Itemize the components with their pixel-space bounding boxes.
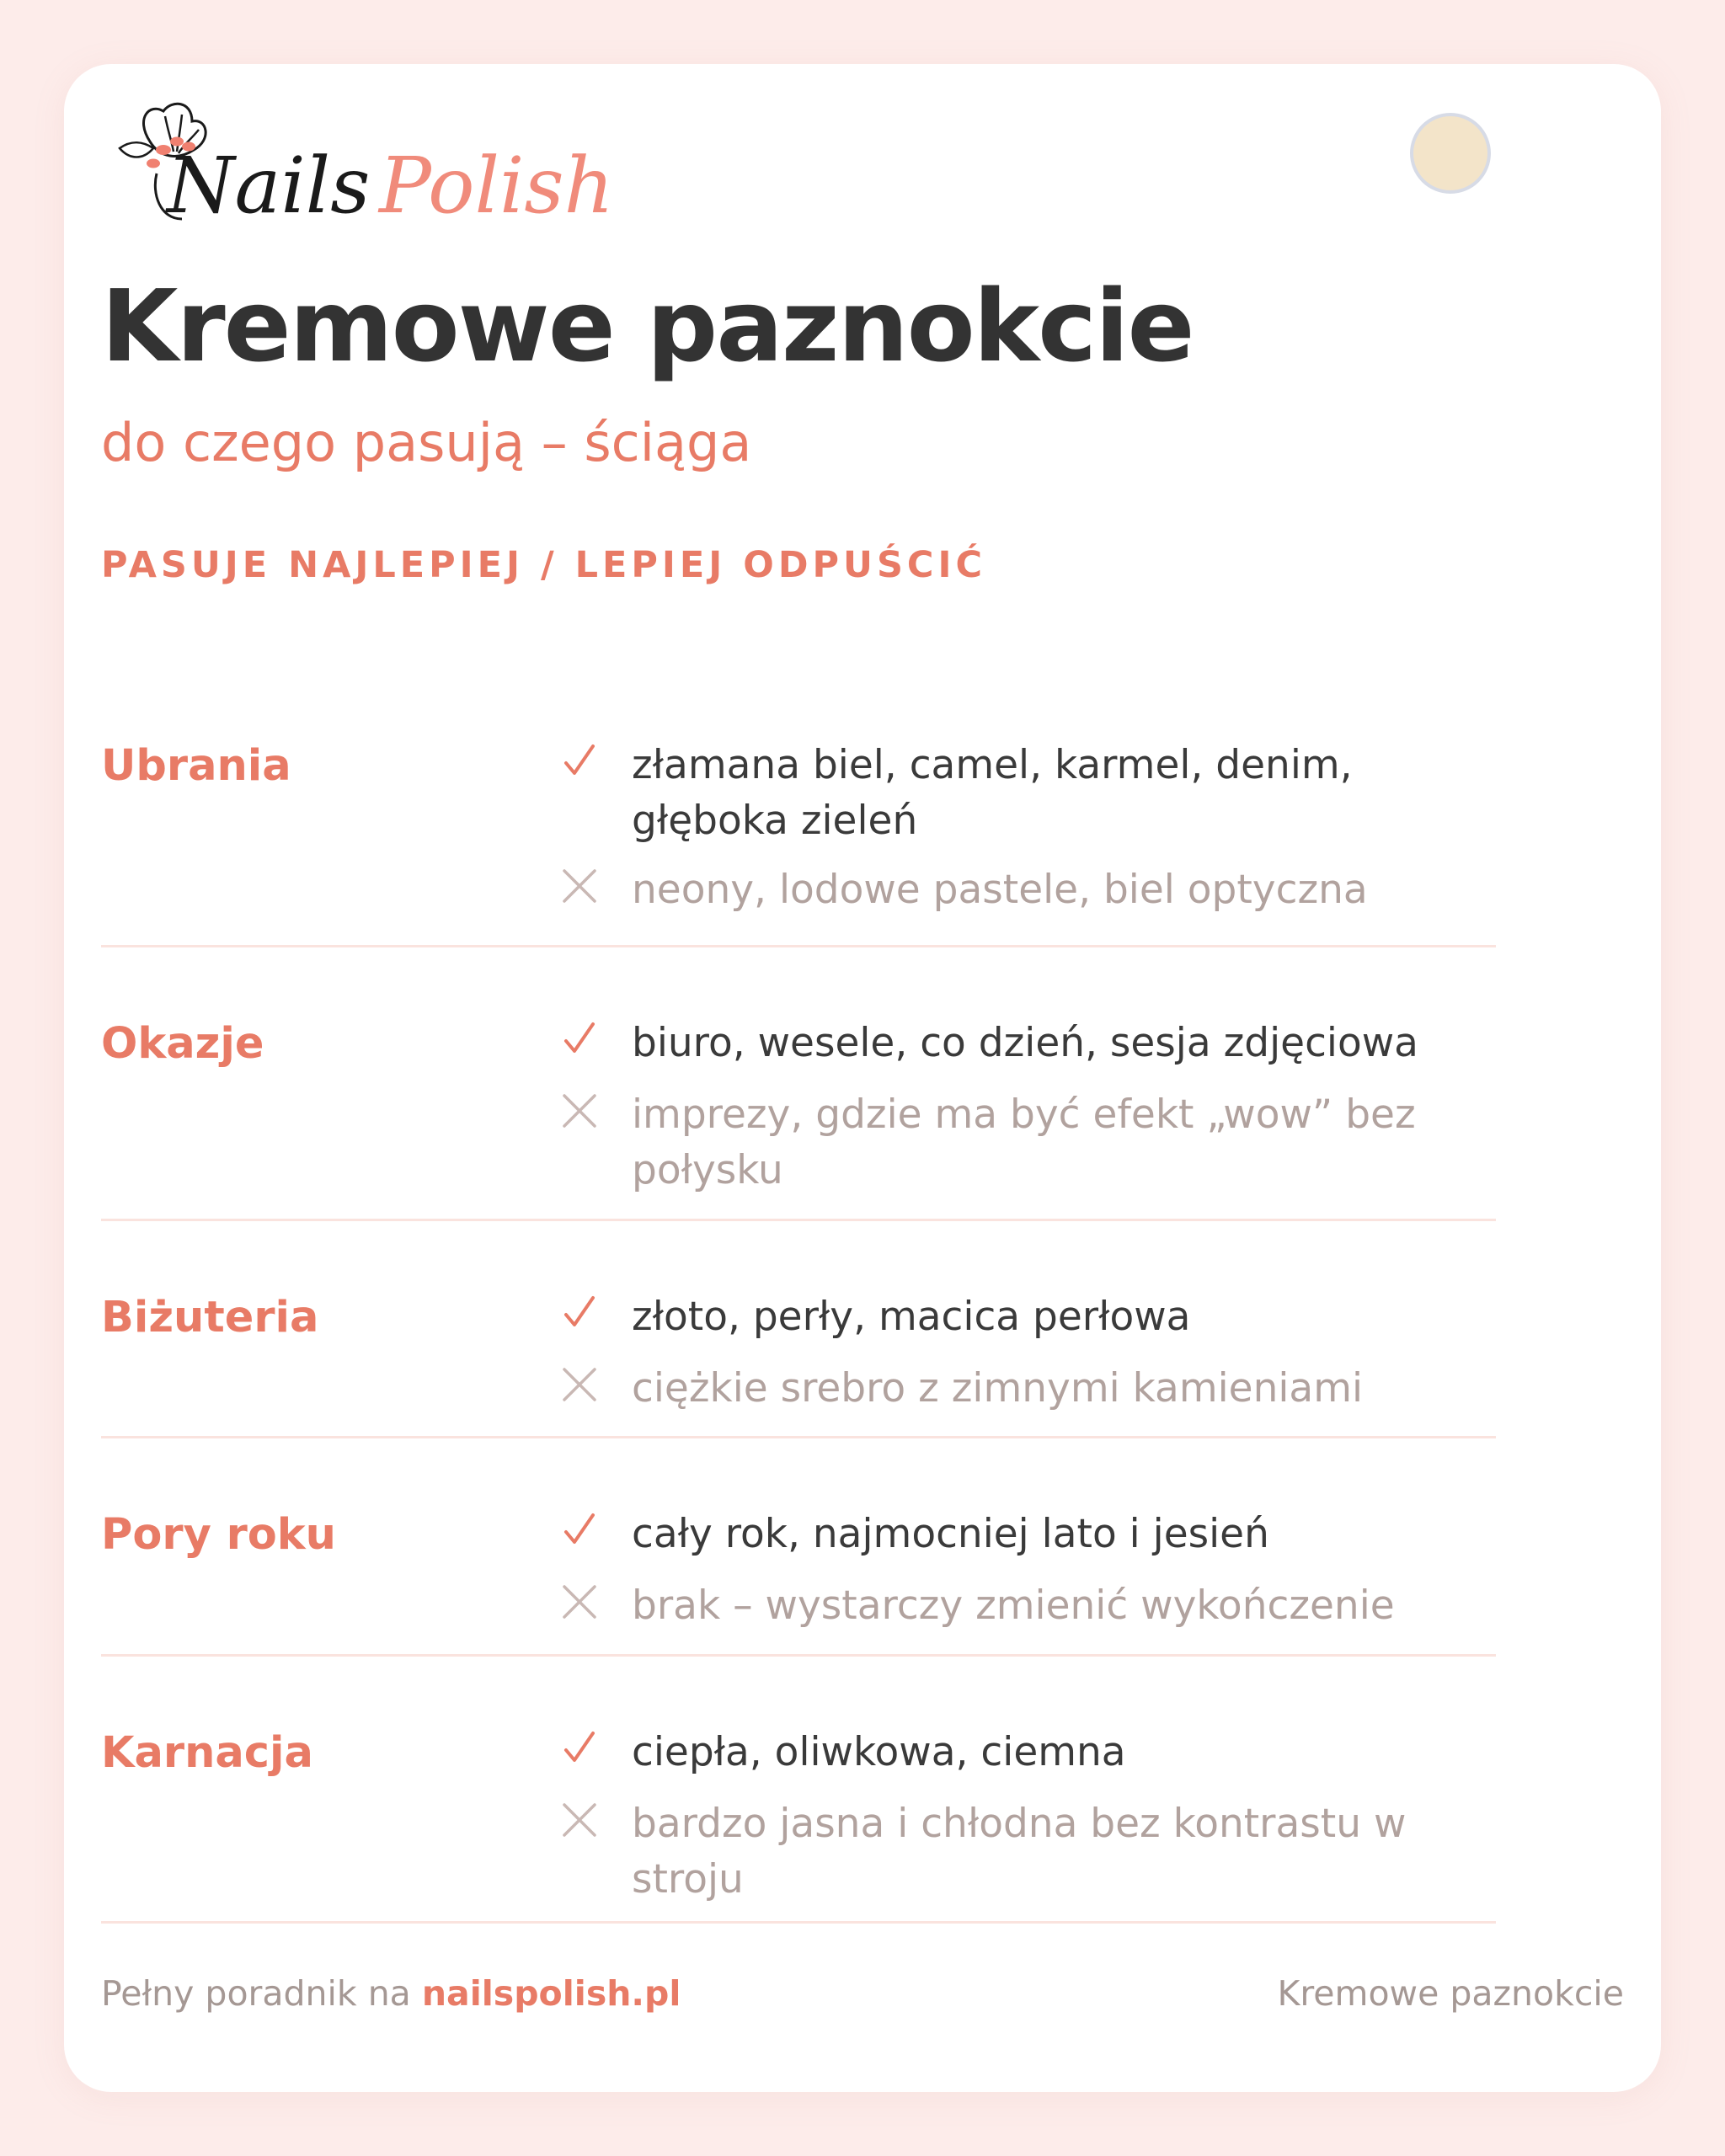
check-icon — [559, 1019, 600, 1059]
page-title: Kremowe paznokcie — [101, 268, 1194, 384]
logo-word-polish: Polish — [379, 141, 614, 227]
recommended-text: złamana biel, camel, karmel, denim, głęboka zieleń — [632, 742, 1353, 844]
row-label: Pory roku — [101, 1510, 336, 1560]
color-swatch-icon — [1410, 113, 1491, 194]
avoid-text: bardzo jasna i chłodna bez kontrastu w stroju — [632, 1801, 1407, 1903]
recommended-text: cały rok, najmocniej lato i jesień — [632, 1511, 1269, 1557]
cross-icon — [559, 1364, 600, 1405]
recommended-text: złoto, perły, macica perłowa — [632, 1294, 1191, 1340]
row-ubrania — [101, 724, 1496, 947]
recommended-text: ciepła, oliwkowa, ciemna — [632, 1729, 1126, 1775]
footer-website-link[interactable]: nailspolish.pl — [421, 1973, 681, 2014]
footer-prefix: Pełny poradnik na — [101, 1973, 422, 2014]
cross-icon — [559, 1800, 600, 1840]
check-icon — [559, 741, 600, 782]
row-karnacja — [101, 1657, 1496, 1909]
footer-topic: Kremowe paznokcie — [1277, 1973, 1624, 2014]
recommended-text: biuro, wesele, co dzień, sesja zdjęciowa — [632, 1020, 1418, 1066]
footer-divider — [101, 1921, 1496, 1924]
avoid-text: brak – wystarczy zmienić wykończenie — [632, 1582, 1395, 1629]
row-label: Ubrania — [101, 741, 291, 791]
check-icon — [559, 1728, 600, 1769]
row-pory-roku — [101, 1438, 1496, 1657]
cross-icon — [559, 1091, 600, 1131]
cross-icon — [559, 866, 600, 906]
avoid-text: imprezy, gdzie ma być efekt „wow” bez połysku — [632, 1091, 1416, 1193]
nailspolish-logo[interactable] — [101, 93, 623, 227]
row-bizuteria — [101, 1221, 1496, 1438]
section-header: PASUJE NAJLEPIEJ / LEPIEJ ODPUŚCIĆ — [101, 544, 987, 586]
row-label: Karnacja — [101, 1728, 313, 1778]
row-label: Okazje — [101, 1019, 264, 1069]
row-label: Biżuteria — [101, 1293, 319, 1342]
page-subtitle: do czego pasują – ściąga — [101, 412, 752, 473]
avoid-text: ciężkie srebro z zimnymi kamieniami — [632, 1365, 1364, 1412]
check-icon — [559, 1293, 600, 1333]
footer-guide-note — [101, 1973, 681, 2014]
check-icon — [559, 1510, 600, 1550]
row-okazje — [101, 947, 1496, 1221]
comparison-table — [101, 724, 1496, 1909]
logo-word-nails: Nails — [167, 141, 371, 227]
cross-icon — [559, 1582, 600, 1622]
avoid-text: neony, lodowe pastele, biel optyczna — [632, 867, 1368, 913]
